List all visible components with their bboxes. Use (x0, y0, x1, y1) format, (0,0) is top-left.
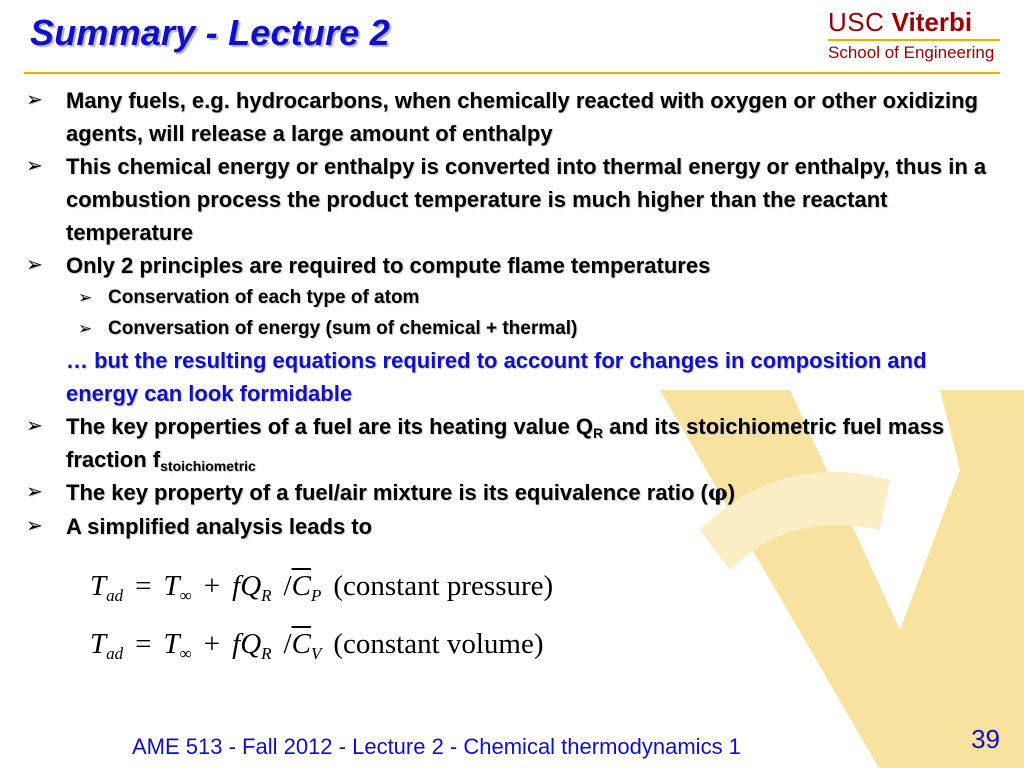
eq-symbol-q: Q (240, 628, 262, 660)
logo-school-text: School of Engineering (828, 43, 995, 62)
sub-bullet-item (24, 282, 1004, 313)
eq-symbol-c-bar: $\overline{C}$ (291, 570, 311, 602)
eq-sub-ad: ad (106, 586, 124, 605)
bullet-item (24, 249, 1004, 282)
equation-constant-volume (90, 628, 544, 664)
arrowhead-bullet-icon: ➢ (78, 288, 93, 307)
eq-label: (constant pressure) (333, 570, 554, 602)
eq-symbol-f: f (232, 628, 241, 660)
eq-symbol-t: T (90, 570, 107, 602)
bullet-text: A simplified analysis leads to (66, 514, 373, 539)
logo-viterbi-text: Viterbi (891, 7, 973, 37)
eq-plus: + (203, 570, 221, 602)
eq-sub-p: P (310, 586, 322, 605)
arrowhead-bullet-icon: ➢ (26, 415, 43, 437)
bullet-text: The key property of a fuel/air mixture is its equivalence ratio ( (66, 480, 708, 505)
eq-symbol-f: f (232, 570, 241, 602)
arrowhead-bullet-icon: ➢ (26, 155, 43, 177)
bullet-text: Only 2 principles are required to compute flame temperatures (66, 253, 711, 278)
arrowhead-bullet-icon: ➢ (26, 89, 43, 111)
page-number: 39 (971, 724, 1000, 754)
eq-symbol-q: Q (240, 570, 262, 602)
slide-title: Summary - Lecture 2 (30, 12, 390, 53)
eq-sub-v: V (310, 644, 322, 663)
arrowhead-bullet-icon: ➢ (26, 515, 43, 537)
bullet-item (24, 410, 1004, 476)
eq-symbol-c-bar: $\overline{C}$ (291, 628, 311, 660)
bullet-text: The key properties of a fuel are its heating value Q (66, 414, 593, 439)
eq-sub-r: R (261, 644, 272, 663)
title-divider (24, 72, 1000, 74)
eq-sub-infinity: ∞ (179, 644, 192, 663)
usc-viterbi-logo (828, 8, 1000, 63)
subscript-stoichiometric: stoichiometric (160, 458, 256, 474)
eq-slash: / (283, 570, 292, 602)
bullet-text-cont: and its stoichiometric fuel mass fraction f (66, 414, 945, 472)
eq-equals: = (135, 570, 152, 602)
bullet-item (24, 510, 1004, 543)
equation-constant-pressure (90, 570, 553, 606)
bullet-item (24, 84, 1004, 150)
eq-sub-r: R (261, 586, 272, 605)
arrowhead-bullet-icon: ➢ (78, 319, 93, 338)
bullet-item (24, 476, 1004, 510)
eq-symbol-t: T (163, 570, 180, 602)
bullet-list (24, 84, 1004, 543)
arrowhead-bullet-icon: ➢ (26, 254, 43, 276)
subscript-r: R (592, 425, 604, 441)
arrowhead-bullet-icon: ➢ (26, 481, 43, 503)
bullet-text: Many fuels, e.g. hydrocarbons, when chemically reacted with oxygen or other oxidizing agents, will release a large amount of enthalpy (66, 88, 978, 146)
eq-symbol-t: T (163, 628, 180, 660)
logo-usc-text: USC (828, 7, 885, 37)
sub-bullet-text: Conversation of energy (sum of chemical + thermal) (108, 318, 578, 339)
bullet-text: This chemical energy or enthalpy is converted into thermal energy or enthalpy, thus in a combustion process the product temperature is much higher than the reactant temperature (66, 154, 987, 245)
eq-symbol-t: T (90, 628, 107, 660)
eq-plus: + (203, 628, 221, 660)
slide-footer: AME 513 - Fall 2012 - Lecture 2 - Chemical thermodynamics 1 (132, 734, 741, 759)
sub-bullet-text: Conservation of each type of atom (108, 287, 420, 308)
phi-symbol: φ (707, 480, 728, 506)
bullet-text-end: ) (727, 480, 736, 505)
sub-bullet-item (24, 313, 1004, 344)
eq-equals: = (135, 628, 152, 660)
eq-sub-infinity: ∞ (179, 586, 192, 605)
logo-divider (828, 39, 1000, 41)
eq-sub-ad: ad (106, 644, 124, 663)
continuation-text: … but the resulting equations required to account for changes in composition and energy can look formidable (66, 348, 927, 406)
eq-label: (constant volume) (333, 628, 544, 660)
eq-slash: / (283, 628, 292, 660)
bullet-item (24, 150, 1004, 249)
